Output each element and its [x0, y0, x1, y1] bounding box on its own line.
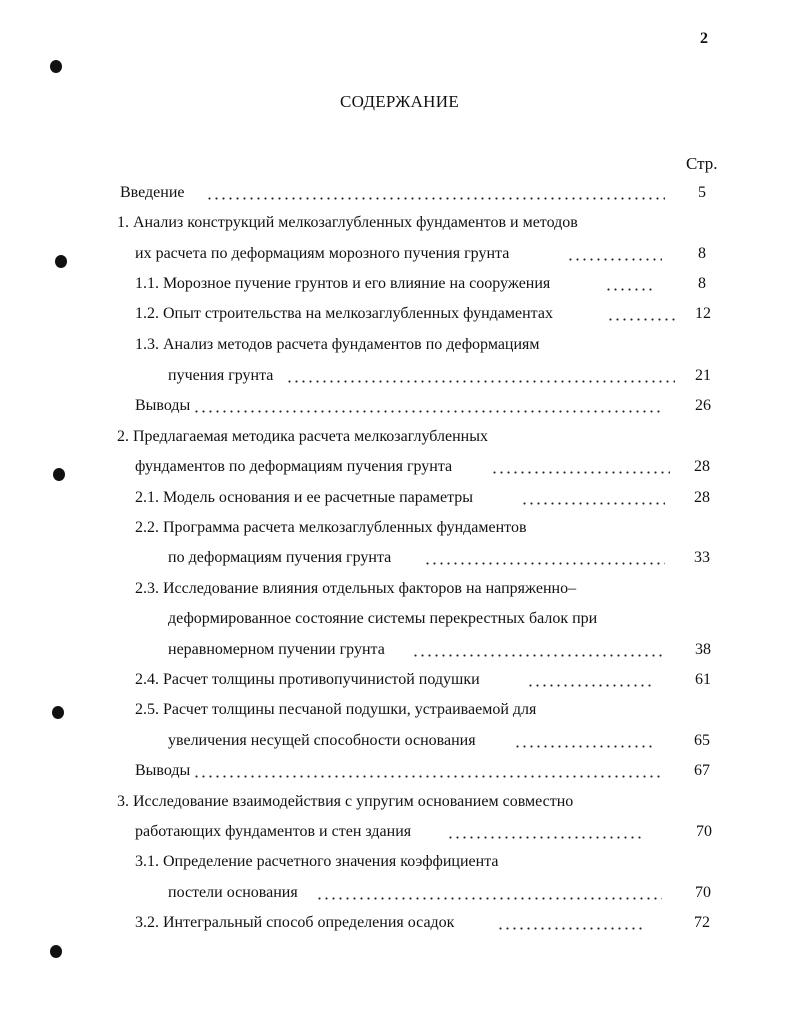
toc-page-number: 5: [698, 184, 706, 201]
toc-page-number: 33: [694, 549, 710, 566]
toc-entry: [120, 181, 665, 205]
toc-entry-text: 1. Анализ конструкций мелкозаглубленных фундаментов и методов: [117, 214, 578, 231]
toc-entry: [168, 364, 675, 388]
toc-page-number: 65: [694, 732, 710, 749]
toc-page-number: 26: [695, 397, 711, 414]
toc-entry: [135, 698, 675, 722]
toc-entry-text: 2.2. Программа расчета мелкозаглубленных фундаментов: [135, 519, 527, 536]
toc-page-number: 38: [695, 641, 711, 658]
page-number: 2: [700, 30, 708, 47]
toc-page-number: 8: [698, 275, 706, 292]
toc-entry-text: работающих фундаментов и стен здания: [135, 823, 412, 840]
toc-entry: [135, 242, 662, 266]
toc-page-number: 72: [694, 914, 710, 931]
dot-leader: [527, 684, 655, 687]
toc-entry-text: деформированное состояние системы перекрестных балок при: [168, 610, 598, 627]
toc-page-number: 67: [694, 762, 710, 779]
toc-page-number: 28: [694, 458, 710, 475]
dot-leader: [424, 562, 665, 565]
toc-entry: [135, 516, 675, 540]
toc-entry-text: увеличения несущей способности основания: [168, 732, 476, 749]
toc-entry-text: 1.1. Морозное пучение грунтов и его влияние на сооружения: [135, 275, 551, 292]
toc-entry: [135, 302, 675, 326]
dot-leader: [521, 502, 665, 505]
toc-entry: [117, 790, 677, 814]
toc-entry-text: Выводы: [135, 762, 191, 779]
toc-entry: [135, 668, 655, 692]
toc-entry-text: 3.1. Определение расчетного значения коэффициента: [135, 853, 499, 870]
dot-leader: [193, 410, 663, 413]
binder-hole-mark: [50, 945, 62, 958]
toc-entry-text: 2.5. Расчет толщины песчаной подушки, устраиваемой для: [135, 701, 537, 718]
toc-entry-text: 2.1. Модель основания и ее расчетные параметры: [135, 489, 474, 506]
toc-entry: [135, 850, 675, 874]
toc-entry-text: фундаментов по деформациям пучения грунта: [135, 458, 453, 475]
page-title: СОДЕРЖАНИЕ: [339, 92, 460, 111]
dot-leader: [605, 288, 655, 291]
toc-entry-text: 3.2. Интегральный способ определения осадок: [135, 914, 455, 931]
toc-entry-text: 2.3. Исследование влияния отдельных факторов на напряженно–: [135, 580, 577, 597]
toc-entry: [168, 607, 688, 631]
dot-leader: [447, 836, 645, 839]
toc-entry-text: неравномерном пучении грунта: [168, 641, 385, 658]
dot-leader: [514, 745, 652, 748]
toc-entry: [135, 333, 675, 357]
toc-entry: [168, 881, 662, 905]
toc-entry-text: 3. Исследование взаимодействия с упругим основанием совместно: [117, 793, 574, 810]
binder-hole-mark: [53, 468, 65, 481]
toc-entry: [135, 759, 660, 783]
dot-leader: [193, 775, 660, 778]
toc-page-number: 8: [698, 245, 706, 262]
dot-leader: [412, 654, 662, 657]
dot-leader: [491, 471, 670, 474]
binder-hole-mark: [50, 60, 62, 73]
toc-entry: [135, 486, 665, 510]
toc-entry-text: по деформациям пучения грунта: [168, 549, 392, 566]
toc-page-number: 21: [695, 367, 711, 384]
toc-entry: [135, 911, 645, 935]
page-column-header: Стр.: [686, 154, 718, 173]
toc-entry-text: их расчета по деформациям морозного пучения грунта: [135, 245, 510, 262]
dot-leader: [567, 258, 662, 261]
toc-page-number: 12: [695, 305, 711, 322]
dot-leader: [607, 318, 675, 321]
binder-hole-mark: [52, 706, 64, 719]
dot-leader: [497, 927, 645, 930]
toc-entry: [135, 577, 695, 601]
toc-page-number: 70: [695, 884, 711, 901]
toc-entry: [135, 820, 645, 844]
toc-entry: [135, 272, 655, 296]
toc-page-number: 70: [696, 823, 712, 840]
toc-entry-text: Выводы: [135, 397, 191, 414]
dot-leader: [286, 380, 675, 383]
toc-entry: [168, 638, 662, 662]
toc-entry-text: 2. Предлагаемая методика расчета мелкозаглубленных: [117, 428, 488, 445]
toc-entry-text: 1.2. Опыт строительства на мелкозаглубленных фундаментах: [135, 305, 553, 322]
toc-entry-text: Введение: [120, 184, 185, 201]
toc-entry-text: 2.4. Расчет толщины противопучинистой подушки: [135, 671, 480, 688]
dot-leader: [206, 197, 665, 200]
toc-entry: [168, 729, 652, 753]
toc-entry: [117, 425, 677, 449]
binder-hole-mark: [55, 255, 67, 268]
toc-entry: [135, 455, 670, 479]
toc-page-number: 61: [695, 671, 711, 688]
toc-entry-text: пучения грунта: [168, 367, 274, 384]
toc-entry: [135, 394, 663, 418]
dot-leader: [316, 897, 662, 900]
toc-entry-text: постели основания: [168, 884, 298, 901]
toc-entry-text: 1.3. Анализ методов расчета фундаментов по деформациям: [135, 336, 540, 353]
toc-page-number: 28: [694, 489, 710, 506]
toc-entry: [168, 546, 665, 570]
toc-entry: [117, 211, 677, 235]
